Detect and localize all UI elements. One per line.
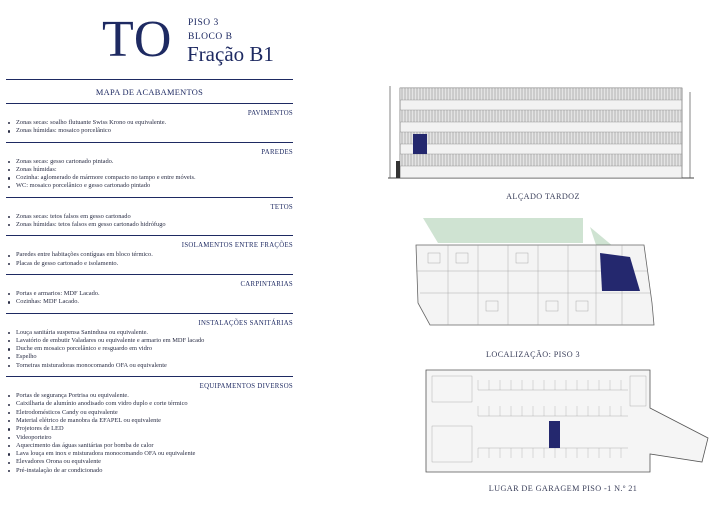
divider [6, 142, 293, 143]
list-item: Cozinhas: MDF Lacado. [16, 298, 293, 306]
list-item: Videoporteiro [16, 434, 293, 442]
section-sanitarias [6, 320, 293, 370]
list-item: Pré-instalação de ar condicionado [16, 467, 293, 475]
section-title: CARPINTARIAS [240, 280, 293, 288]
list-item: Portas de segurança Portrisa ou equivalente. [16, 392, 293, 400]
elevation-caption: ALÇADO TARDOZ [506, 192, 580, 201]
list-item: Louça sanitária suspensa Sanindusa ou equivalente. [16, 329, 293, 337]
list-item: Zonas húmidas: tetos falsos em gesso cartonado hidrófugo [16, 221, 293, 229]
list-item: Paredes entre habitações contíguas em bloco térmico. [16, 251, 293, 259]
list-item: Caixilharia de alumínio anodisado com vidro duplo e corte térmico [16, 400, 293, 408]
section-equipamentos [6, 383, 293, 475]
section-title: PAVIMENTOS [247, 110, 293, 117]
list-item: Duche em mosaico porcelânico e resguardo em vidro [16, 345, 293, 353]
list-item: Portas e armarios: MDF Lacado. [16, 290, 293, 298]
section-paredes [6, 149, 293, 191]
block-label: BLOCO B [188, 32, 233, 42]
unit-highlight [413, 134, 427, 154]
divider [6, 197, 293, 198]
section-title: ISOLAMENTOS ENTRE FRAÇÕES [181, 242, 293, 250]
unit-label: Fração B1 [187, 42, 274, 66]
garage-plan-drawing [418, 366, 713, 476]
list-item: Zonas secas: tetos falsos em gesso cartonado [16, 213, 293, 221]
list-item: WC: mosaico porcelânico e gesso cartonado pintado [16, 182, 293, 190]
section-carpintarias [6, 281, 293, 307]
list-item: Espelho [16, 353, 293, 361]
list-item: Projetores de LED [16, 425, 293, 433]
document-code: TO [102, 11, 173, 68]
rear-elevation-drawing [388, 82, 698, 182]
list-item: Zonas secas: soalho flutuante Swiss Krono ou equivalente. [16, 119, 293, 127]
divider [6, 79, 293, 80]
divider [6, 274, 293, 275]
divider [6, 103, 293, 104]
map-title: MAPA DE ACABAMENTOS [95, 88, 204, 97]
floor-label: PISO 3 [188, 18, 219, 28]
list-item: Torneiras misturadoras monocomando OFA ou equivalente [16, 362, 293, 370]
finishes-map [6, 79, 293, 475]
list-item: Eletrodomésticos Candy ou equivalente [16, 409, 293, 417]
list-item: Lava louça em inox e misturadora monocomando OFA ou equivalente [16, 450, 293, 458]
section-tetos [6, 204, 293, 230]
floor-plan-drawing [408, 213, 658, 343]
list-item: Elevadores Orona ou equivalente [16, 458, 293, 466]
section-title: TETOS [270, 203, 293, 211]
list-item: Aquecimento das águas sanitárias por bomba de calor [16, 442, 293, 450]
parking-space-highlight [549, 421, 560, 448]
location-caption: LOCALIZAÇÃO: PISO 3 [485, 350, 581, 359]
section-pavimentos [6, 110, 293, 136]
section-title: EQUIPAMENTOS DIVERSOS [199, 383, 293, 391]
list-item: Zonas secas: gesso cartonado pintado. [16, 158, 293, 166]
list-item: Zonas húmidas: [16, 166, 293, 174]
list-item: Lavatório de embutir Valadares ou equivalente e armario em MDF lacado [16, 337, 293, 345]
garage-caption: LUGAR DE GARAGEM PISO -1 N.º 21 [488, 484, 638, 493]
list-item: Cozinha: aglomerado de mármore compacto no tampo e entre móveis. [16, 174, 293, 182]
divider [6, 235, 293, 236]
list-item: Material elétrico de manobra da EFAPEL ou equivalente [16, 417, 293, 425]
divider [6, 313, 293, 314]
section-title: PAREDES [261, 148, 293, 156]
section-title: INSTALAÇÕES SANITÁRIAS [198, 319, 293, 327]
divider [6, 376, 293, 377]
section-isolamentos [6, 242, 293, 268]
list-item: Zonas húmidas: mosaico porcelânico [16, 127, 293, 135]
list-item: Placas de gesso cartonado e isolamento. [16, 260, 293, 268]
